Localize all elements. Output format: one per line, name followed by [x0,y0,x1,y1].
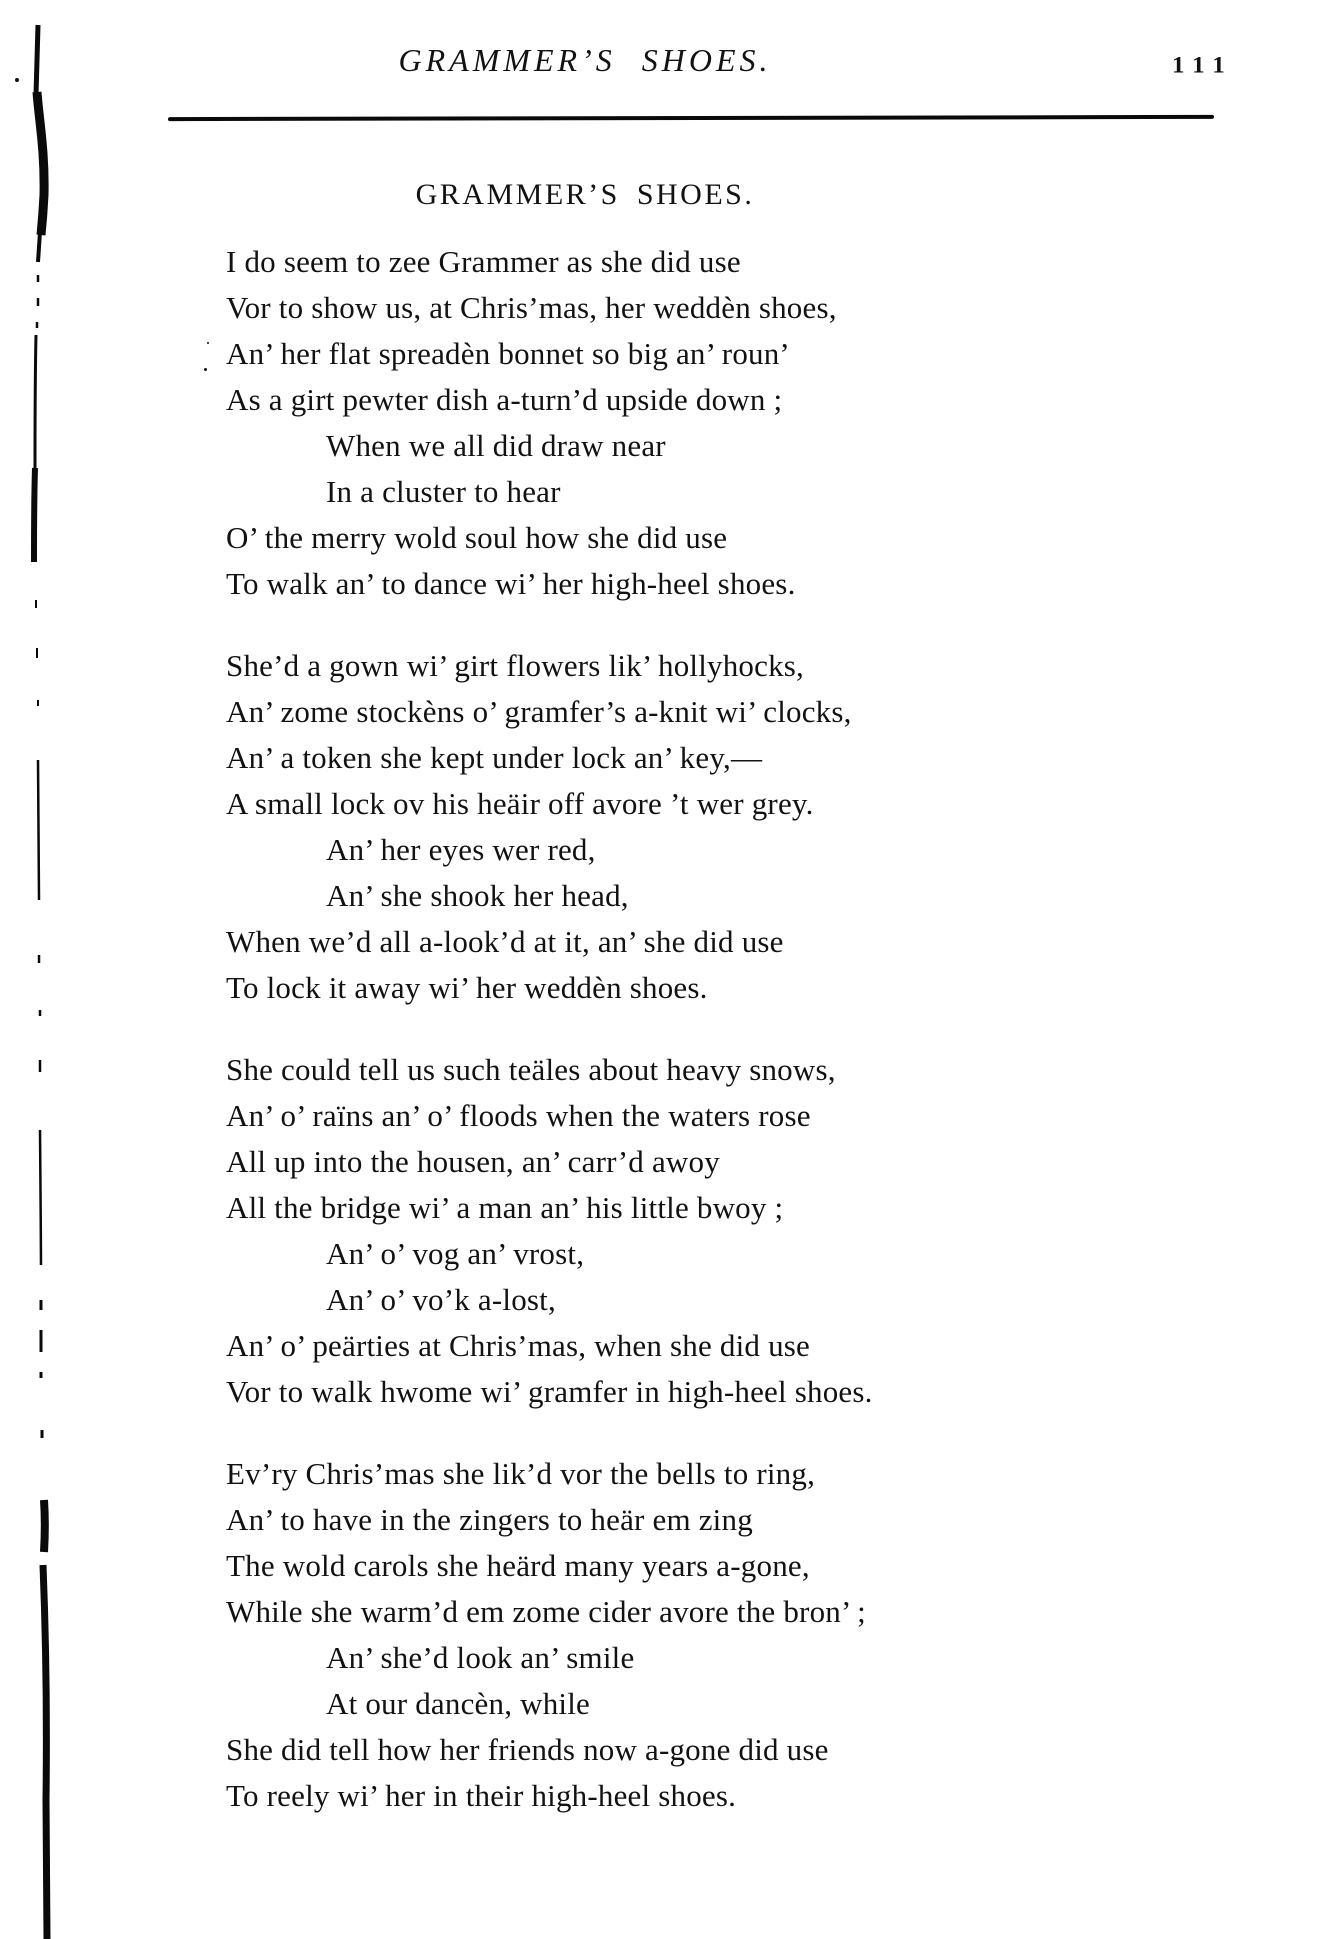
poem-line: To reely wi’ her in their high-heel shoes. [226,1778,737,1813]
poem-line: She’d a gown wi’ girt flowers lik’ hollyhocks, [226,648,805,683]
poem-line: An’ she shook her head, [326,878,629,913]
poem-line: An’ to have in the zingers to heär em zing [226,1502,753,1537]
poem-line: O’ the merry wold soul how she did use [226,520,728,555]
stanza-4 [226,1451,1186,1819]
poem-line: The wold carols she heärd many years a-gone, [226,1548,810,1583]
poem-line: Ev’ry Chris’mas she lik’d vor the bells to ring, [226,1456,816,1491]
poem-line: To walk an’ to dance wi’ her high-heel shoes. [226,566,796,601]
poem-line: As a girt pewter dish a-turn’d upside down ; [226,382,783,417]
header-rule [168,115,1214,121]
poem-line: She did tell how her friends now a-gone did use [226,1732,829,1767]
poem-line: An’ she’d look an’ smile [326,1640,635,1675]
page-number: 111 [1172,53,1234,78]
poem-line: In a cluster to hear [326,474,561,509]
poem-line: While she warm’d em zome cider avore the bron’ ; [226,1594,866,1629]
stanza-1 [226,239,1186,607]
poem-line: Vor to show us, at Chris’mas, her weddèn shoes, [226,290,837,325]
poem-line: When we all did draw near [326,428,666,463]
stanza-2 [226,643,1186,1011]
poem-line: An’ zome stockèns o’ gramfer’s a-knit wi’ clocks, [226,694,852,729]
poem-line: An’ her flat spreadèn bonnet so big an’ roun’ [226,336,790,371]
poem-line: When we’d all a-look’d at it, an’ she did use [226,924,784,959]
poem-line: An’ o’ peärties at Chris’mas, when she did use [226,1328,810,1363]
print-speck [207,342,209,344]
poem-line: An’ her eyes wer red, [326,832,596,867]
poem-line: An’ o’ vo’k a-lost, [326,1282,556,1317]
poem-line: An’ o’ vog an’ vrost, [326,1236,585,1271]
binding-gutter-artifact [0,0,70,1939]
poem-line: All the bridge wi’ a man an’ his little bwoy ; [226,1190,784,1225]
poem-line: To lock it away wi’ her weddèn shoes. [226,970,708,1005]
running-title: GRAMMER’S SHOES. [398,42,772,78]
poem-line: An’ a token she kept under lock an’ key,— [226,740,763,775]
poem-line: I do seem to zee Grammer as she did use [226,244,741,279]
poem-line: At our dancèn, while [326,1686,590,1721]
stanza-3 [226,1047,1186,1415]
poem-title: GRAMMER’S SHOES. [415,178,755,211]
print-speck [204,368,207,371]
poem-line: Vor to walk hwome wi’ gramfer in high-heel shoes. [226,1374,873,1409]
poem-line: An’ o’ raïns an’ o’ floods when the waters rose [226,1098,811,1133]
poem-line: A small lock ov his heäir off avore ’t wer grey. [226,786,814,821]
poem-line: She could tell us such teäles about heavy snows, [226,1052,836,1087]
poem-line: All up into the housen, an’ carr’d awoy [226,1144,720,1179]
page-header [170,42,1000,79]
poem-body [226,239,1186,1855]
